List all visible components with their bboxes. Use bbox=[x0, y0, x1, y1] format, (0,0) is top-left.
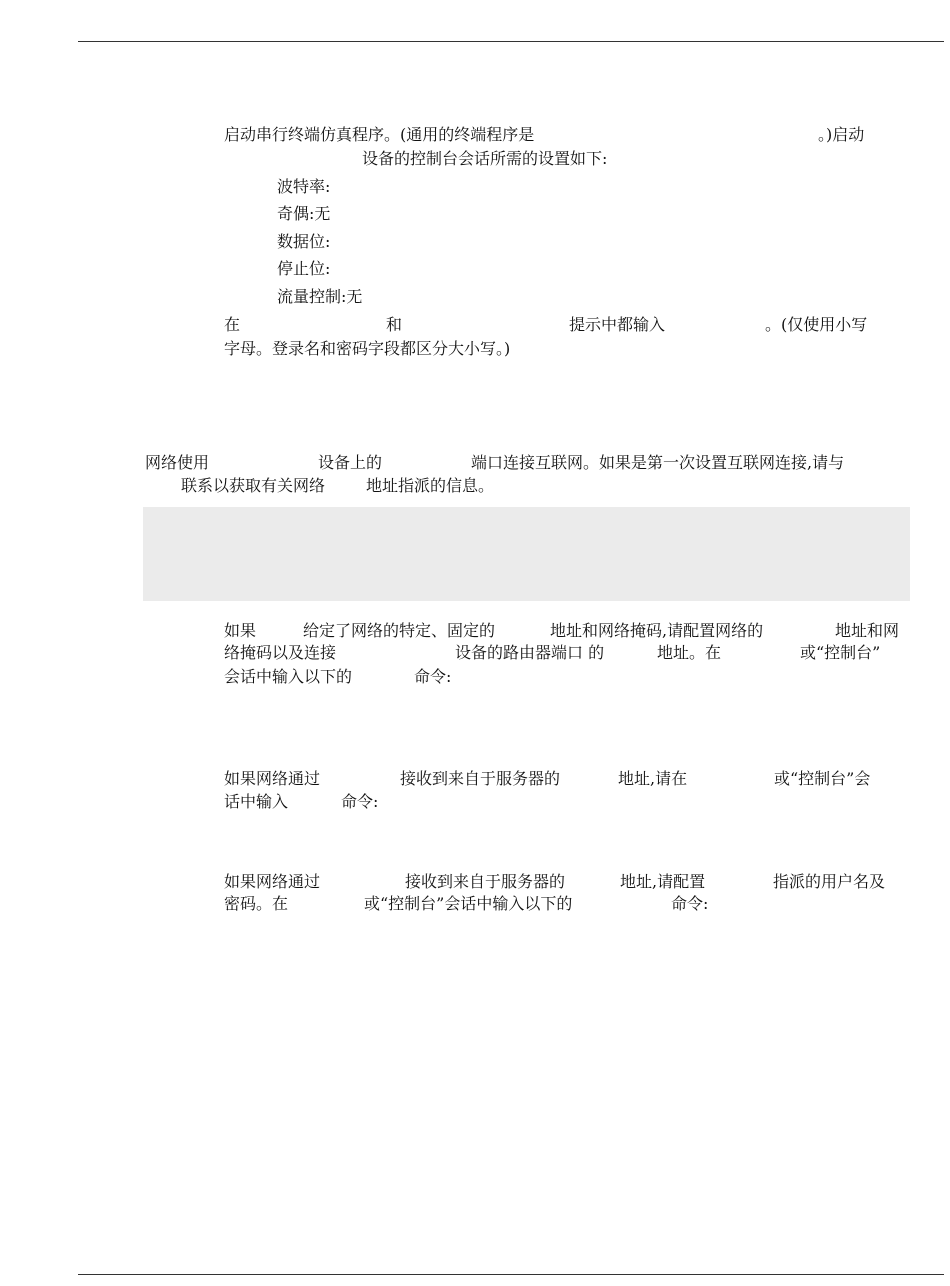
pppoe-text: 接收到来自于服务器的 bbox=[405, 872, 566, 891]
setting-baud: 波特率: bbox=[277, 177, 331, 196]
static-text: 设备的路由器端口 的 bbox=[455, 643, 605, 662]
login-text: 在 bbox=[224, 315, 241, 334]
setting-stopbits: 停止位: bbox=[277, 259, 331, 278]
footer-rule bbox=[78, 1274, 944, 1275]
internet-text: 联系以获取有关网络 bbox=[181, 476, 326, 495]
dhcp-text: 或“控制台”会 bbox=[774, 769, 871, 788]
login-text: 。(仅使用小写 bbox=[765, 315, 868, 334]
pppoe-text: 指派的用户名及 bbox=[773, 872, 886, 891]
login-text: 字母。登录名和密码字段都区分大小写。) bbox=[224, 339, 511, 358]
setting-flow: 流量控制:无 bbox=[277, 287, 363, 306]
dhcp-text: 如果网络通过 bbox=[224, 769, 321, 788]
setting-databits: 数据位: bbox=[277, 232, 331, 251]
internet-text: 网络使用 bbox=[145, 453, 210, 472]
pppoe-text: 或“控制台”会话中输入以下的 bbox=[364, 894, 573, 913]
static-text: 会话中输入以下的 bbox=[224, 667, 353, 686]
static-text: 命令: bbox=[414, 667, 452, 686]
dhcp-text: 地址,请在 bbox=[618, 769, 688, 788]
header-rule bbox=[78, 41, 944, 42]
step1-text: 。)启动 bbox=[818, 125, 865, 144]
static-text: 络掩码以及连接 bbox=[224, 643, 337, 662]
dhcp-text: 接收到来自于服务器的 bbox=[400, 769, 561, 788]
pppoe-text: 地址,请配置 bbox=[620, 872, 706, 891]
login-text: 提示中都输入 bbox=[569, 315, 666, 334]
step1-text: 设备的控制台会话所需的设置如下: bbox=[362, 149, 608, 168]
internet-text: 设备上的 bbox=[318, 453, 383, 472]
login-text: 和 bbox=[386, 315, 403, 334]
internet-text: 地址指派的信息。 bbox=[366, 476, 495, 495]
static-text: 或“控制台” bbox=[800, 643, 881, 662]
note-box bbox=[143, 507, 910, 601]
internet-text: 端口连接互联网。如果是第一次设置互联网连接,请与 bbox=[471, 453, 845, 472]
step1-text: 启动串行终端仿真程序。(通用的终端程序是 bbox=[224, 125, 535, 144]
pppoe-text: 如果网络通过 bbox=[224, 872, 321, 891]
dhcp-text: 话中输入 bbox=[224, 792, 289, 811]
static-text: 如果 bbox=[224, 621, 257, 640]
static-text: 地址和网络掩码,请配置网络的 bbox=[550, 621, 764, 640]
static-text: 给定了网络的特定、固定的 bbox=[303, 621, 496, 640]
pppoe-text: 密码。在 bbox=[224, 894, 289, 913]
pppoe-text: 命令: bbox=[671, 894, 709, 913]
static-text: 地址。在 bbox=[657, 643, 722, 662]
static-text: 地址和网 bbox=[835, 621, 900, 640]
setting-parity: 奇偶:无 bbox=[277, 204, 331, 223]
dhcp-text: 命令: bbox=[341, 792, 379, 811]
